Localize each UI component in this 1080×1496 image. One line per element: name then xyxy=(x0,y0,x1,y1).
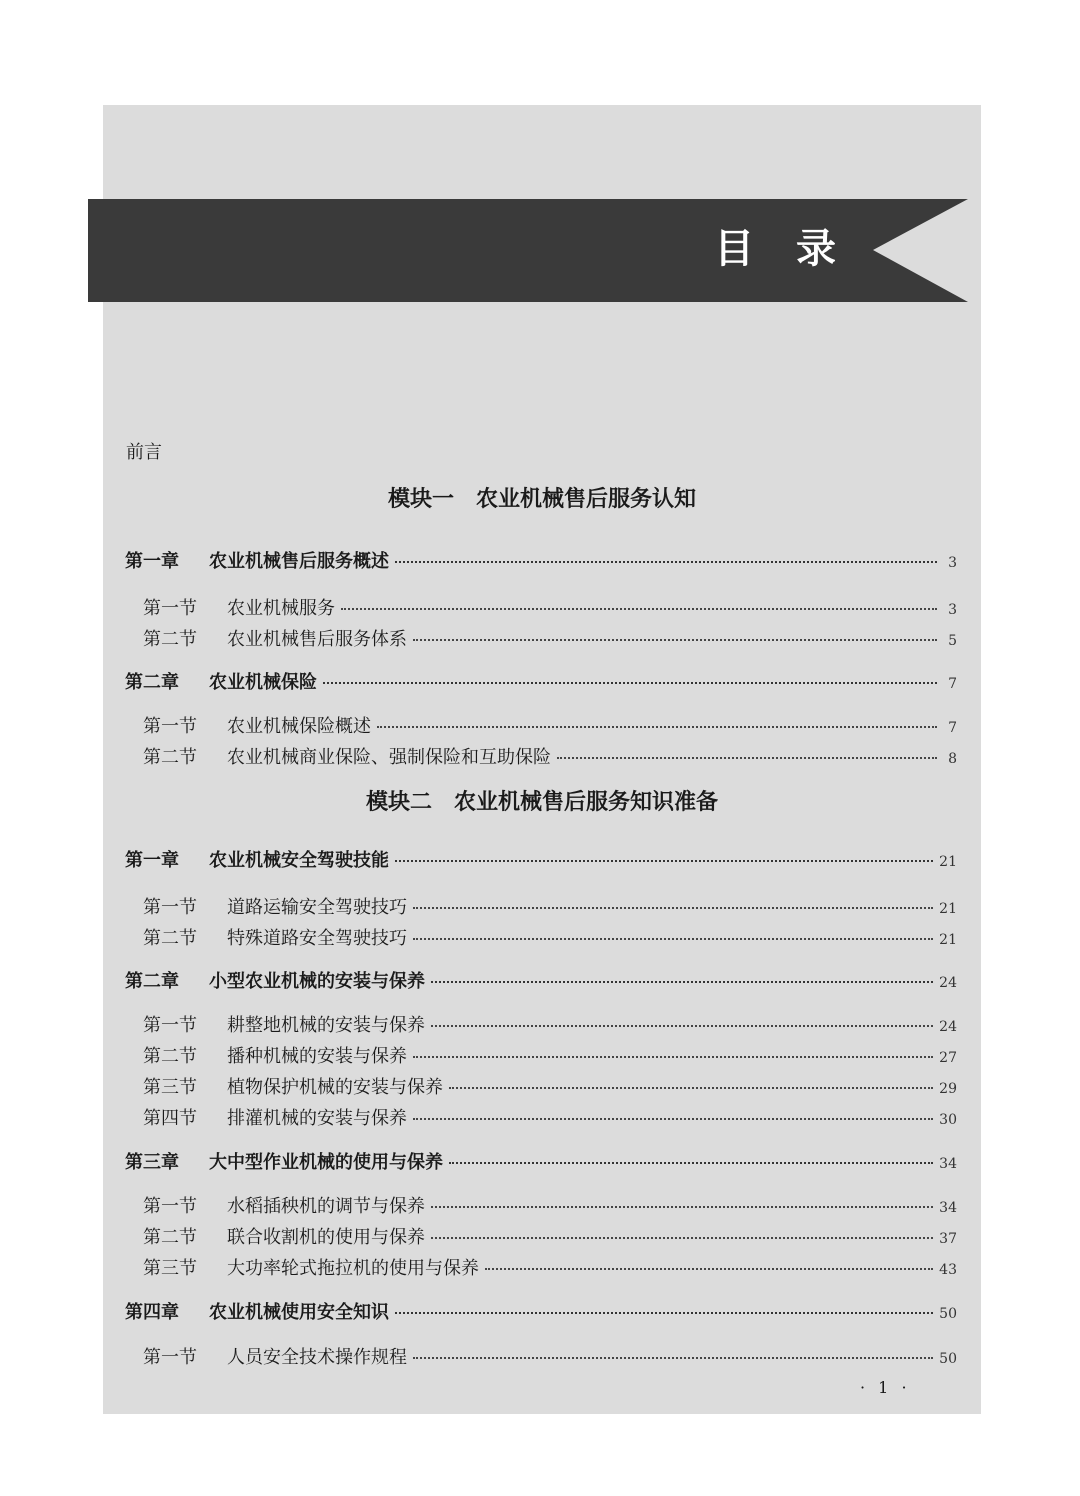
dot-leader xyxy=(431,1206,933,1208)
section-title: 农业机械服务 xyxy=(227,598,335,619)
dot-leader xyxy=(431,1237,933,1239)
page-number: 27 xyxy=(939,1050,957,1066)
dot-leader xyxy=(449,1087,933,1089)
toc-section-row[interactable] xyxy=(143,1256,957,1283)
page-number: 37 xyxy=(939,1231,957,1247)
module-heading: 模块二 农业机械售后服务知识准备 xyxy=(365,789,718,815)
chapter-title: 大中型作业机械的使用与保养 xyxy=(209,1152,443,1173)
section-title: 大功率轮式拖拉机的使用与保养 xyxy=(227,1258,479,1279)
section-title: 农业机械商业保险、强制保险和互助保险 xyxy=(227,747,551,768)
dot-leader xyxy=(377,726,937,728)
section-number: 第三节 xyxy=(143,1077,197,1098)
section-number: 第一节 xyxy=(143,598,197,619)
dot-leader xyxy=(413,1118,933,1120)
toc-chapter-row[interactable] xyxy=(125,969,957,996)
page-number: 30 xyxy=(939,1112,957,1128)
dot-leader xyxy=(395,561,937,563)
page-number: 8 xyxy=(948,751,957,767)
page-number: 50 xyxy=(939,1306,957,1322)
page-number: 5 xyxy=(948,633,957,649)
page-number: 21 xyxy=(939,901,957,917)
section-title: 道路运输安全驾驶技巧 xyxy=(227,897,407,918)
toc-section-row[interactable] xyxy=(143,895,957,922)
dot-leader xyxy=(449,1162,933,1164)
page-number: 29 xyxy=(939,1081,957,1097)
toc-section-row[interactable] xyxy=(143,714,957,741)
page-number: 21 xyxy=(939,854,957,870)
dot-leader xyxy=(413,907,933,909)
section-number: 第二节 xyxy=(143,1227,197,1248)
page-footer-number: · 1 · xyxy=(860,1378,911,1397)
section-number: 第二节 xyxy=(143,1046,197,1067)
section-title: 农业机械售后服务体系 xyxy=(227,629,407,650)
page-number: 21 xyxy=(939,932,957,948)
dot-leader xyxy=(557,757,937,759)
page-number: 43 xyxy=(939,1262,957,1278)
section-number: 第一节 xyxy=(143,897,197,918)
section-title: 联合收割机的使用与保养 xyxy=(227,1227,425,1248)
chapter-title: 农业机械保险 xyxy=(209,672,317,693)
module-heading: 模块一 农业机械售后服务认知 xyxy=(387,486,696,512)
dot-leader xyxy=(485,1268,933,1270)
page-number: 24 xyxy=(939,1019,957,1035)
section-title: 排灌机械的安装与保养 xyxy=(227,1108,407,1129)
chapter-number: 第四章 xyxy=(125,1302,179,1323)
toc-section-row[interactable] xyxy=(143,596,957,623)
chapter-number: 第二章 xyxy=(125,672,179,693)
section-number: 第一节 xyxy=(143,1347,197,1368)
toc-section-row[interactable] xyxy=(143,745,957,772)
page-number: 3 xyxy=(948,602,957,618)
section-title: 水稻插秧机的调节与保养 xyxy=(227,1196,425,1217)
dot-leader xyxy=(395,860,933,862)
dot-leader xyxy=(431,981,933,983)
section-number: 第三节 xyxy=(143,1258,197,1279)
toc-section-row[interactable] xyxy=(143,926,957,953)
page-title: 目 录 xyxy=(714,226,850,272)
section-title: 人员安全技术操作规程 xyxy=(227,1347,407,1368)
page-number: 34 xyxy=(939,1156,957,1172)
dot-leader xyxy=(431,1025,933,1027)
page-number: 7 xyxy=(948,720,957,736)
section-number: 第二节 xyxy=(143,747,197,768)
dot-leader xyxy=(413,1056,933,1058)
toc-section-row[interactable] xyxy=(143,1225,957,1252)
toc-chapter-row[interactable] xyxy=(125,1150,957,1177)
toc-banner xyxy=(88,199,968,302)
dot-leader xyxy=(413,639,937,641)
section-number: 第一节 xyxy=(143,1015,197,1036)
chapter-title: 农业机械安全驾驶技能 xyxy=(209,850,389,871)
toc-section-row[interactable] xyxy=(143,1194,957,1221)
toc-preface[interactable]: 前言 xyxy=(126,442,162,463)
toc-chapter-row[interactable] xyxy=(125,549,957,576)
page-number: 7 xyxy=(948,676,957,692)
section-title: 耕整地机械的安装与保养 xyxy=(227,1015,425,1036)
toc-section-row[interactable] xyxy=(143,627,957,654)
page-number: 3 xyxy=(948,555,957,571)
section-title: 特殊道路安全驾驶技巧 xyxy=(227,928,407,949)
toc-section-row[interactable] xyxy=(143,1044,957,1071)
chapter-title: 农业机械使用安全知识 xyxy=(209,1302,389,1323)
dot-leader xyxy=(413,938,933,940)
section-number: 第一节 xyxy=(143,716,197,737)
toc-chapter-row[interactable] xyxy=(125,848,957,875)
toc-section-row[interactable] xyxy=(143,1075,957,1102)
page-number: 34 xyxy=(939,1200,957,1216)
section-number: 第一节 xyxy=(143,1196,197,1217)
toc-section-row[interactable] xyxy=(143,1106,957,1133)
section-number: 第四节 xyxy=(143,1108,197,1129)
section-number: 第二节 xyxy=(143,928,197,949)
dot-leader xyxy=(341,608,937,610)
section-title: 农业机械保险概述 xyxy=(227,716,371,737)
chapter-number: 第二章 xyxy=(125,971,179,992)
dot-leader xyxy=(323,682,937,684)
chapter-number: 第三章 xyxy=(125,1152,179,1173)
dot-leader xyxy=(413,1357,933,1359)
page-number: 50 xyxy=(939,1351,957,1367)
toc-chapter-row[interactable] xyxy=(125,1300,957,1327)
section-title: 植物保护机械的安装与保养 xyxy=(227,1077,443,1098)
chapter-number: 第一章 xyxy=(125,850,179,871)
dot-leader xyxy=(395,1312,933,1314)
chapter-title: 小型农业机械的安装与保养 xyxy=(209,971,425,992)
chapter-number: 第一章 xyxy=(125,551,179,572)
toc-section-row[interactable] xyxy=(143,1345,957,1372)
section-number: 第二节 xyxy=(143,629,197,650)
page-number: 24 xyxy=(939,975,957,991)
chapter-title: 农业机械售后服务概述 xyxy=(209,551,389,572)
section-title: 播种机械的安装与保养 xyxy=(227,1046,407,1067)
toc-section-row[interactable] xyxy=(143,1013,957,1040)
toc-chapter-row[interactable] xyxy=(125,670,957,697)
